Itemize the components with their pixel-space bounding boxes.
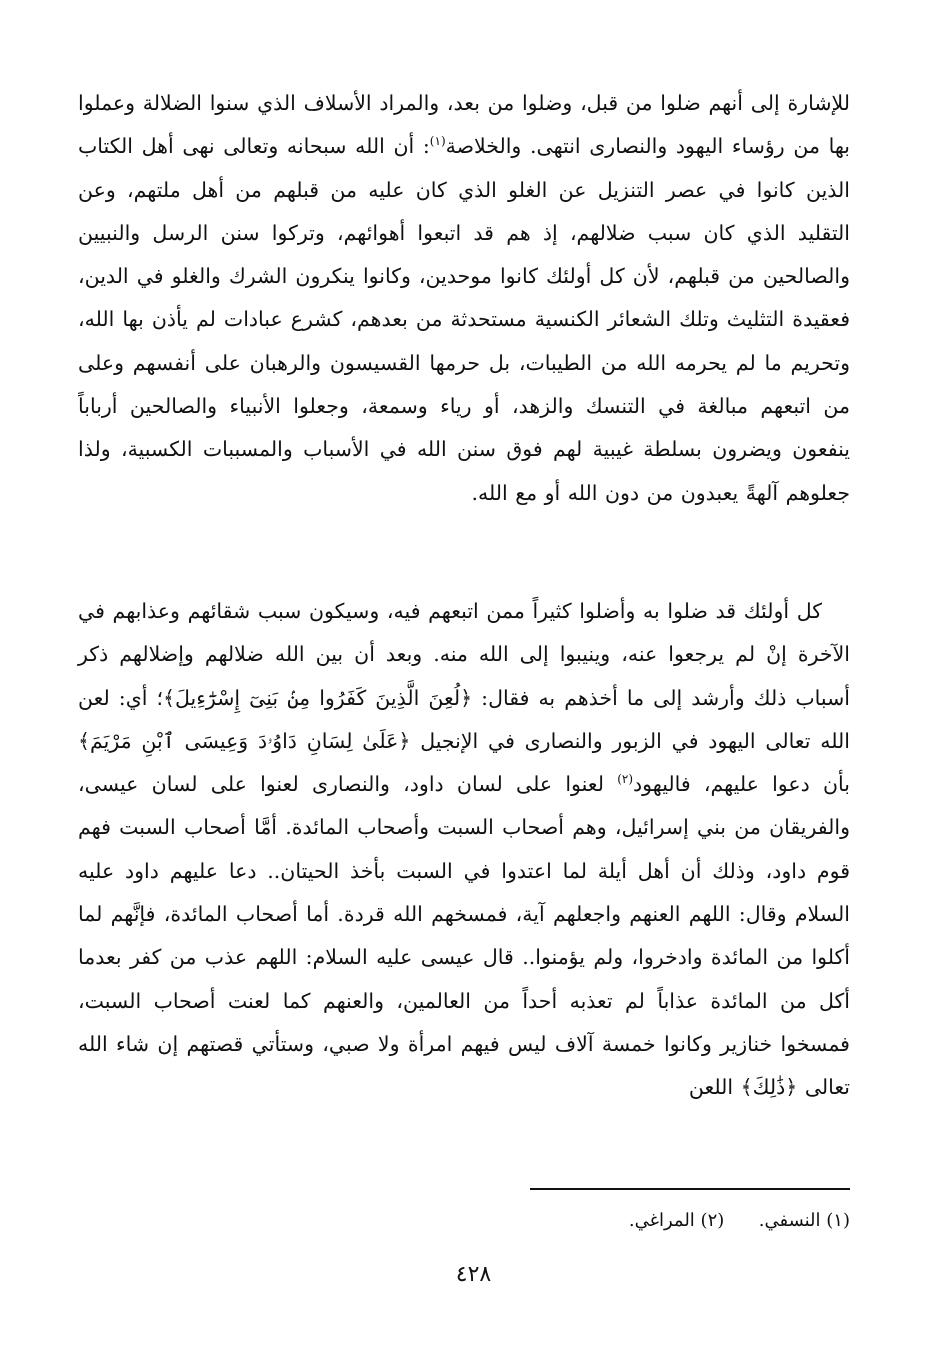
footnote-2: (٢) المراغي. [628, 1210, 725, 1231]
paragraph-1-start: للإشارة إلى أنهم ضلوا من قبل، وضلوا من بعد، والمراد الأسلاف الذي سنوا الضلالة وعملوا بها من رؤساء اليهود والنصارى انتهى. والخلاصة [78, 91, 850, 159]
paragraph-2-continued: لعنوا على لسان داود، والنصارى لعنوا على لسان عيسى، والفريقان من بني إسرائيل، وهم أصحاب السبت وأصحاب المائدة. أمَّا أصحاب السبت فهم قوم داود، وذلك أن أهل أيلة لما اعتدوا في السبت بأخذ الحيتان.. دعا عليهم داود عليه السلام وقال: اللهم العنهم واجعلهم آية، فمسخهم الله قردة. أما أصحاب المائدة، فإنَّهم لما أكلوا من المائدة وادخروا، ولم يؤمنوا.. قال عيسى عليه السلام: اللهم عذب من كفر بعدما أكل من المائدة عذاباً لم تعذبه أحداً من العالمين، والعنهم كما لعنت أصحاب السبت، فمسخوا خنازير وكانوا خمسة آلاف ليس فيهم امرأة ولا صبي، وستأتي قصتهم إن شاء الله تعالى ﴿ذَٰلِكَ﴾ اللعن [78, 772, 850, 1100]
footnote-ref-2[interactable]: (٢) [617, 772, 634, 787]
footnote-1: (١) النسفي. [758, 1210, 850, 1231]
footnotes [78, 1208, 850, 1234]
paragraph-2 [78, 590, 850, 1110]
paragraph-1 [78, 82, 850, 515]
paragraph-2-start: كل أولئك قد ضلوا به وأضلوا كثيراً ممن اتبعهم فيه، وسيكون سبب شقائهم وعذابهم في الآخرة إنْ لم يرجعوا عنه، وينيبوا إلى الله منه. وبعد أن بين الله ضلالهم وإضلالهم ذكر أسباب ذلك وأرشد إلى ما أخذهم به فقال: ﴿لُعِنَ الَّذِينَ كَفَرُوا مِنۢ بَنِىٓ إِسْرَٰٓءِيلَ﴾؛ أي: لعن الله تعالى اليهود في الزبور والنصارى في الإنجيل ﴿عَلَىٰ لِسَانِ دَاوُۥدَ وَعِيسَى ٱبْنِ مَرْيَمَ﴾ بأن دعوا عليهم، فاليهود [78, 599, 850, 797]
page-number: ٤٢٨ [455, 1262, 492, 1287]
footnote-divider [530, 1188, 850, 1190]
footnote-ref-1[interactable]: (١) [429, 134, 446, 149]
paragraph-1-continued: : أن الله سبحانه وتعالى نهى أهل الكتاب الذين كانوا في عصر التنزيل عن الغلو الذي كان عليه من قبلهم من أهل ملتهم، وعن التقليد الذي كان سبب ضلالهم، إذ هم قد اتبعوا أهوائهم، وتركوا سنن الرسل والنبيين والصالحين من قبلهم، لأن كل أولئك كانوا موحدين، وكانوا ينكرون الشرك والغلو في الدين، فعقيدة التثليث وتلك الشعائر الكنسية مستحدثة من بعدهم، كشرع عبادات لم يأذن بها الله، وتحريم ما لم يحرمه الله من الطيبات، بل حرمها القسيسون والرهبان على أنفسهم وعلى من اتبعهم مبالغة في التنسك والزهد، أو رياء وسمعة، وجعلوا الأنبياء والصالحين أرباباً ينفعون ويضرون بسلطة غيبية لهم فوق سنن الله في الأسباب والمسببات الكسبية، ولذا جعلوهم آلهةً يعبدون من دون الله أو مع الله. [78, 134, 850, 505]
